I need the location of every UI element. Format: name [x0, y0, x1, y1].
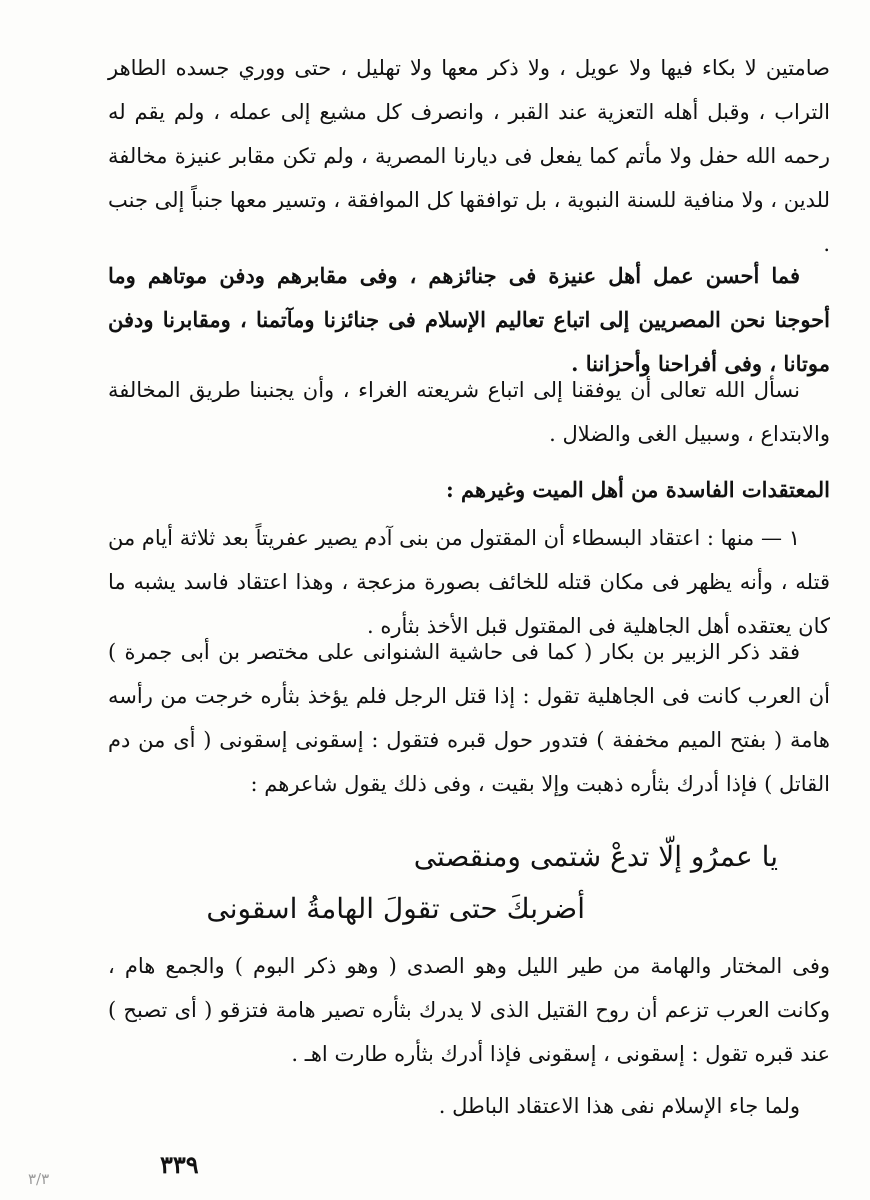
- paragraph-text: صامتين لا بكاء فيها ولا عويل ، ولا ذكر معها ولا تهليل ، حتى ووري جسده الطاهر التراب ، وقبل أهله التعزية عند القبر ، وانصرف كل مشيع إلى عمله ، ولم يقم له رحمه الله حفل ولا مأتم كما يفعل فى ديارنا المصرية ، ولم تكن مقابر عنيزة مخالفة للدين ، ولا منافية للسنة النبوية ، بل توافقها كل الموافقة ، وتسير معها جنباً إلى جنب .: [108, 56, 830, 256]
- poem-verse-line-2: أضربكَ حتى تقولَ الهامةُ اسقونى: [206, 892, 585, 925]
- paragraph-text: فما أحسن عمل أهل عنيزة فى جنائزهم ، وفى مقابرهم ودفن موتاهم وما أحوجنا نحن المصريين إلى اتباع تعاليم الإسلام فى جنائزنا ومآتمنا ، ومقابرنا ودفن موتانا ، وفى أفراحنا وأحزاننا .: [108, 263, 830, 376]
- paragraph-belief-one: [108, 516, 830, 648]
- paragraph-burial-description: [108, 46, 830, 266]
- page-number: ٣٣٩: [160, 1150, 199, 1179]
- poem-verse-line-1: يا عمرُو إلّا تدعْ شتمى ومنقصتى: [413, 840, 778, 873]
- paragraph-islam-conclusion: [108, 1084, 830, 1128]
- paragraph-prayer: [108, 368, 830, 456]
- paragraph-mukhtar-definition: [108, 944, 830, 1076]
- paragraph-text: وفى المختار والهامة من طير الليل وهو الصدى ( وهو ذكر البوم ) والجمع هام ، وكانت العرب تزعم أن روح القتيل الذى لا يدرك بثأره تصير هامة فتزقو ( أى تصبح ) عند قبره تقول : إسقونى ، إسقونى فإذا أدرك بثأره طارت اهـ .: [108, 954, 830, 1066]
- paragraph-text: ولما جاء الإسلام نفى هذا الاعتقاد الباطل .: [438, 1094, 800, 1118]
- section-heading: المعتقدات الفاسدة من أهل الميت وغيرهم :: [445, 477, 830, 502]
- paragraph-unaizah-praise: [108, 254, 830, 386]
- paragraph-text: نسأل الله تعالى أن يوفقنا إلى اتباع شريعته الغراء ، وأن يجنبنا طريق المخالفة والابتداع ، وسبيل الغى والضلال .: [108, 378, 830, 446]
- paragraph-zubair-quote: [108, 630, 830, 806]
- paragraph-text: فقد ذكر الزبير بن بكار ( كما فى حاشية الشنوانى على مختصر بن أبى جمرة ) أن العرب كانت فى الجاهلية تقول : إذا قتل الرجل فلم يؤخذ بثأره خرجت من رأسه هامة ( بفتح الميم مخففة ) فتدور حول قبره فتقول : إسقونى إسقونى ( أى من دم القاتل ) فإذا أدرك بثأره ذهبت وإلا بقيت ، وفى ذلك يقول شاعرهم :: [108, 640, 830, 796]
- paragraph-text: ١ — منها : اعتقاد البسطاء أن المقتول من بنى آدم يصير عفريتاً بعد ثلاثة أيام من قتله ، وأنه يظهر فى مكان قتله للخائف بصورة مزعجة ، وهذا اعتقاد فاسد يشبه ما كان يعتقده أهل الجاهلية فى المقتول قبل الأخذ بثأره .: [108, 526, 830, 638]
- corner-mark: ٣/٣: [28, 1170, 50, 1188]
